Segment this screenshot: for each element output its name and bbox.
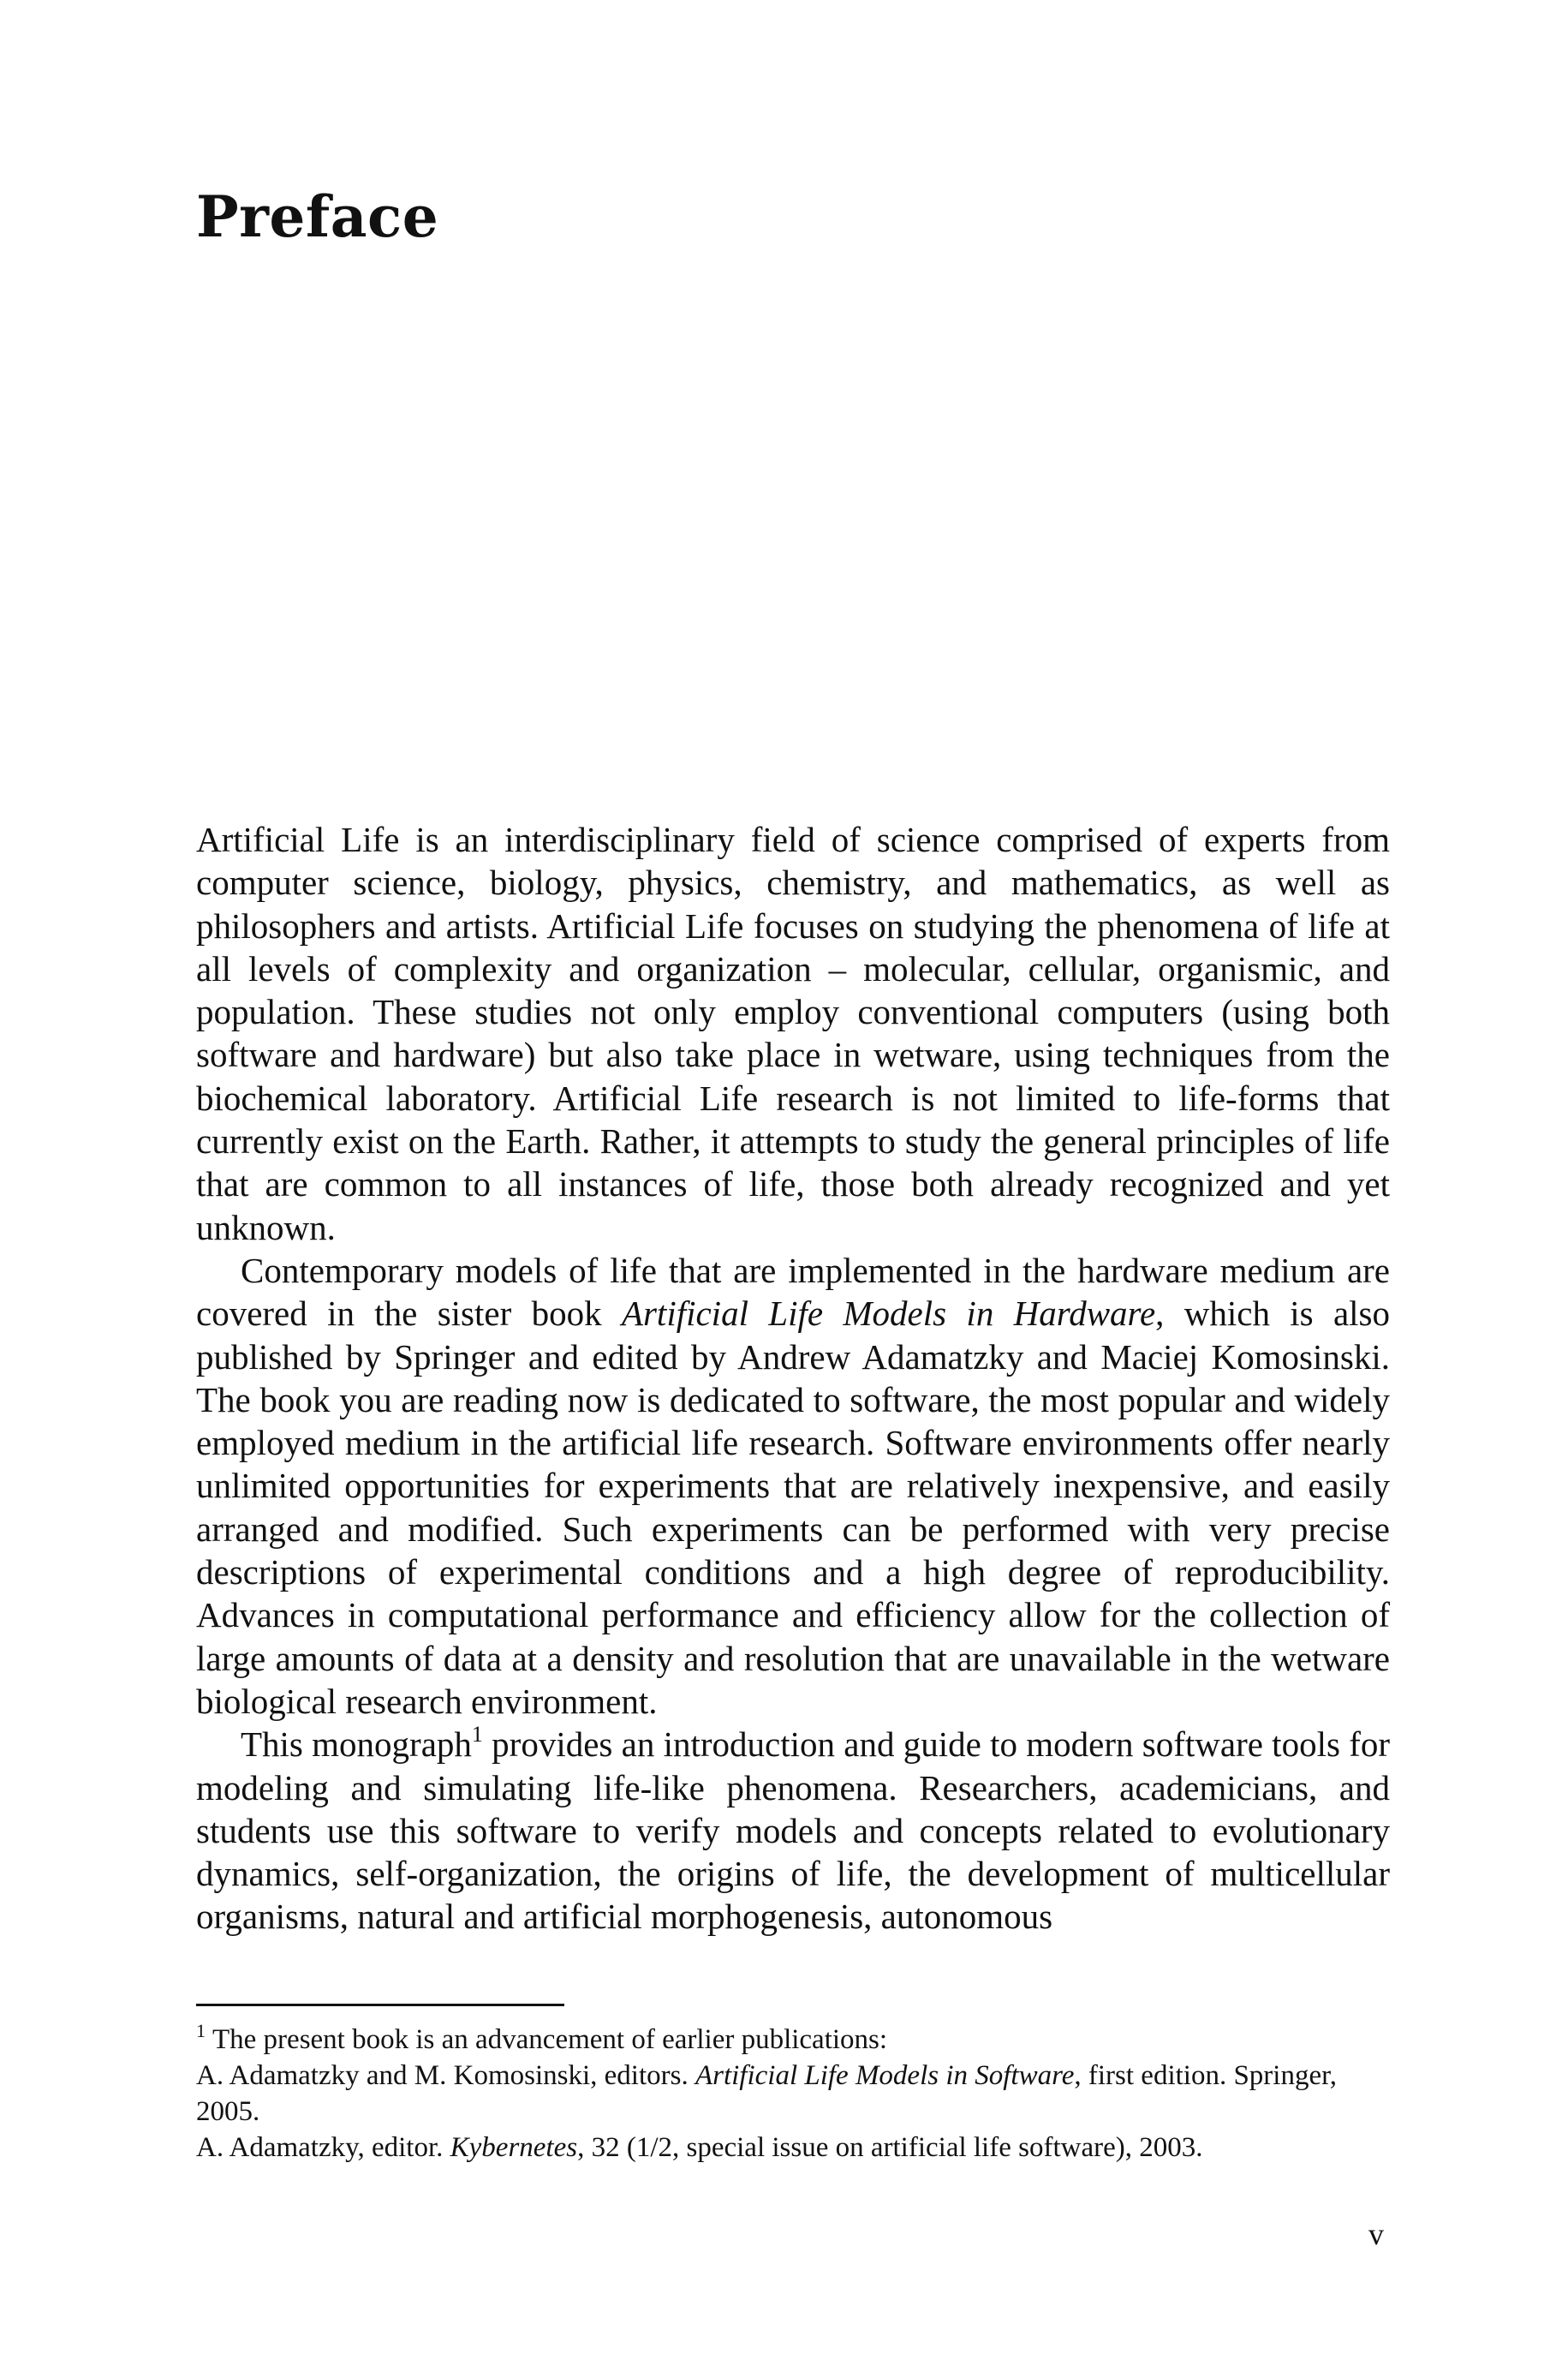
page-title: Preface: [196, 183, 439, 250]
footnote-intro: [196, 2019, 1390, 2058]
reference-2-after: , 32 (1/2, special issue on artificial life software), 2003.: [577, 2132, 1203, 2163]
paragraph-3-text-after: provides an introduction and guide to modern software tools for modeling and simulating life-like phenomena. Researchers, academicians, and students use this software to verify models and concepts related to evolutionary dynamics, self-organization, the origins of life, the development of multicellular organisms, natural and artificial morphogenesis, autonomous: [196, 1724, 1390, 1937]
paragraph-1: [196, 818, 1390, 1249]
reference-2-title: Kybernetes: [450, 2132, 578, 2163]
reference-1-title: Artificial Life Models in Software: [695, 2060, 1075, 2091]
footnote-mark: 1: [196, 2019, 206, 2041]
paragraph-3: [196, 1723, 1390, 1938]
footnote-reference-1: [196, 2058, 1390, 2130]
footnotes: [196, 2019, 1390, 2166]
paragraph-1-text: Artificial Life is an interdisciplinary field of science comprised of experts from computer science, biology, physics, chemistry, and mathematics, as well as philosophers and artists. Artificial Life focuses on studying the phenomena of life at all levels of complexity and organization – molecular, cellular, organismic, and population. These studies not only employ conventional computers (using both software and hardware) but also take place in wetware, using techniques from the biochemical laboratory. Artificial Life research is not limited to life-forms that currently exist on the Earth. Rather, it attempts to study the general principles of life that are common to all instances of life, those both already recognized and yet unknown.: [196, 820, 1390, 1247]
footnote-intro-text: The present book is an advancement of earlier publications:: [212, 2024, 888, 2055]
footnote-divider: [196, 2004, 564, 2006]
reference-2-before: A. Adamatzky, editor.: [196, 2132, 450, 2163]
paragraph-2-text-after: , which is also published by Springer and edited by Andrew Adamatzky and Maciej Komosinski. The book you are reading now is dedicated to software, the most popular and widely employed medium in the artificial life research. Software environments offer nearly unlimited opportunities for experiments that are relatively inexpensive, and easily arranged and modified. Such experiments can be performed with very precise descriptions of experimental conditions and a high degree of reproducibility. Advances in computational performance and efficiency allow for the collection of large amounts of data at a density and resolution that are unavailable in the wetware biological research environment.: [196, 1294, 1390, 1721]
paragraph-3-text-before: This monograph: [241, 1724, 472, 1765]
footnote-reference: 1: [471, 1722, 483, 1748]
reference-1-after: , first edition. Springer, 2005.: [196, 2060, 1338, 2127]
body-text: [196, 818, 1390, 1939]
paragraph-2: [196, 1249, 1390, 1723]
page-number: v: [1368, 2217, 1384, 2251]
paragraph-2-text-before: Contemporary models of life that are implemented in the hardware medium are covered in the sister book: [196, 1250, 1390, 1334]
footnote-reference-2: [196, 2130, 1390, 2166]
book-title-hardware: Artificial Life Models in Hardware: [621, 1294, 1156, 1334]
reference-1-before: A. Adamatzky and M. Komosinski, editors.: [196, 2060, 695, 2091]
